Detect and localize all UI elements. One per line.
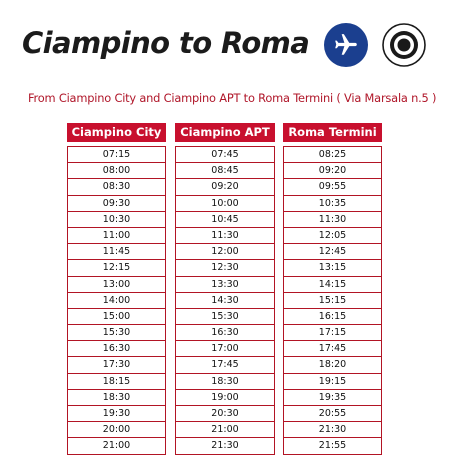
time-cell: 17:30 xyxy=(68,357,165,373)
time-cell: 16:30 xyxy=(68,341,165,357)
time-cell: 08:30 xyxy=(68,179,165,195)
time-cell: 20:55 xyxy=(284,406,381,422)
time-cell: 08:25 xyxy=(284,147,381,163)
time-cell: 16:30 xyxy=(176,325,274,341)
time-cell: 16:15 xyxy=(284,309,381,325)
time-cell: 15:30 xyxy=(68,325,165,341)
time-cell: 09:20 xyxy=(284,163,381,179)
schedule-column-ciampino-apt xyxy=(175,123,275,455)
time-cell: 09:55 xyxy=(284,179,381,195)
time-cell: 10:00 xyxy=(176,196,274,212)
column-header: Ciampino City xyxy=(67,123,166,142)
time-cell: 20:00 xyxy=(68,422,165,438)
time-cell: 19:15 xyxy=(284,374,381,390)
time-cell: 10:45 xyxy=(176,212,274,228)
time-cell: 19:35 xyxy=(284,390,381,406)
schedule-column-roma-termini xyxy=(283,123,382,455)
time-cell: 15:30 xyxy=(176,309,274,325)
column-body xyxy=(175,146,275,455)
time-cell: 07:45 xyxy=(176,147,274,163)
time-cell: 08:45 xyxy=(176,163,274,179)
time-cell: 18:30 xyxy=(68,390,165,406)
time-cell: 13:30 xyxy=(176,277,274,293)
schedule-column-ciampino-city xyxy=(67,123,166,455)
time-cell: 11:45 xyxy=(68,244,165,260)
time-cell: 12:00 xyxy=(176,244,274,260)
column-header: Roma Termini xyxy=(283,123,382,142)
time-cell: 17:15 xyxy=(284,325,381,341)
time-cell: 21:30 xyxy=(284,422,381,438)
time-cell: 15:15 xyxy=(284,293,381,309)
time-cell: 11:30 xyxy=(176,228,274,244)
time-cell: 18:30 xyxy=(176,374,274,390)
airplane-icon xyxy=(333,32,359,58)
time-cell: 13:15 xyxy=(284,260,381,276)
time-cell: 17:45 xyxy=(176,357,274,373)
time-cell: 12:15 xyxy=(68,260,165,276)
time-cell: 17:00 xyxy=(176,341,274,357)
time-cell: 12:05 xyxy=(284,228,381,244)
page-title: Ciampino to Roma xyxy=(22,26,310,60)
time-cell: 21:00 xyxy=(68,438,165,454)
time-cell: 09:20 xyxy=(176,179,274,195)
column-body xyxy=(283,146,382,455)
time-cell: 10:30 xyxy=(68,212,165,228)
route-subtitle: From Ciampino City and Ciampino APT to Roma Termini ( Via Marsala n.5 ) xyxy=(28,91,437,105)
time-cell: 11:30 xyxy=(284,212,381,228)
time-cell: 08:00 xyxy=(68,163,165,179)
time-cell: 21:30 xyxy=(176,438,274,454)
time-cell: 14:30 xyxy=(176,293,274,309)
time-cell: 14:15 xyxy=(284,277,381,293)
time-cell: 11:00 xyxy=(68,228,165,244)
time-cell: 17:45 xyxy=(284,341,381,357)
target-icon[interactable] xyxy=(382,23,426,67)
time-cell: 18:15 xyxy=(68,374,165,390)
time-cell: 18:20 xyxy=(284,357,381,373)
time-cell: 21:55 xyxy=(284,438,381,454)
time-cell: 19:00 xyxy=(176,390,274,406)
time-cell: 09:30 xyxy=(68,196,165,212)
time-cell: 12:30 xyxy=(176,260,274,276)
time-cell: 19:30 xyxy=(68,406,165,422)
time-cell: 14:00 xyxy=(68,293,165,309)
time-cell: 20:30 xyxy=(176,406,274,422)
time-cell: 12:45 xyxy=(284,244,381,260)
time-cell: 15:00 xyxy=(68,309,165,325)
airplane-button[interactable] xyxy=(324,23,368,67)
time-cell: 21:00 xyxy=(176,422,274,438)
time-cell: 10:35 xyxy=(284,196,381,212)
time-cell: 07:15 xyxy=(68,147,165,163)
time-cell: 13:00 xyxy=(68,277,165,293)
column-body xyxy=(67,146,166,455)
column-header: Ciampino APT xyxy=(175,123,275,142)
